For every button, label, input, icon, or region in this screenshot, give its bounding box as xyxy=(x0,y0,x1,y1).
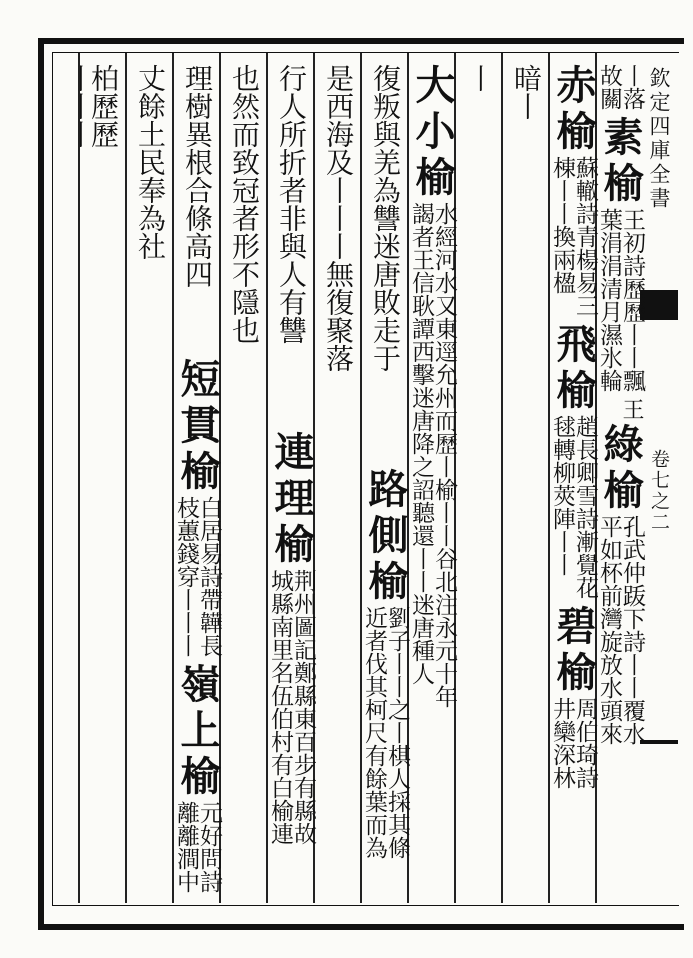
headword-glyph: 榆 xyxy=(597,469,644,509)
headword-glyph: 榆 xyxy=(597,162,644,202)
annotation-right: 元好問詩 xyxy=(196,801,222,893)
annotation-left: 枝蕙錢穿丨丨丨 xyxy=(173,496,199,657)
body-text: 理樹異根合條高四 xyxy=(181,64,214,288)
headword-glyph: 榆 xyxy=(409,156,456,196)
annotation-right: 王初詩歷歷丨丨飄 xyxy=(619,208,645,392)
annotation-left: 故關 xyxy=(596,64,622,110)
volume-label: 卷七之二 xyxy=(648,449,670,533)
annotation-left: 城縣南里名伍伯村有白榆連 xyxy=(267,569,293,845)
text-column xyxy=(221,60,265,900)
text-column xyxy=(127,60,171,900)
headword-glyph: 大 xyxy=(409,64,456,104)
headword-glyph: 短 xyxy=(174,358,221,398)
annotation-right: 荆州圖記鄭縣東百步有縣故 xyxy=(290,569,316,845)
body-text: 柏歷歷 xyxy=(87,64,120,148)
annotation-right: 水經河水又東逕允州而歷丨榆丨丨谷北注永元十年 xyxy=(431,202,457,708)
headword-glyph: 上 xyxy=(174,709,221,749)
text-column xyxy=(503,60,547,900)
text-column xyxy=(267,60,316,900)
body-text: 復叛與羌為讐迷唐敗走于 xyxy=(369,64,402,372)
headword-glyph: 路 xyxy=(362,467,409,508)
headword-glyph: 連 xyxy=(268,431,315,471)
text-column xyxy=(315,60,359,900)
annotation-left: 近者伐其柯尺有餘葉而為 xyxy=(361,605,387,859)
annotation-right: 蘇轍詩青楊易三 xyxy=(572,156,598,317)
headword-glyph: 榆 xyxy=(550,110,597,150)
margin-rule xyxy=(640,740,678,744)
annotation-right: 周伯琦詩 xyxy=(572,697,598,789)
book-title: 欽定四庫全書 xyxy=(647,67,671,211)
annotation-right: 孔武仲䟦下詩丨丨覆水 xyxy=(619,515,645,745)
headword-glyph: 貫 xyxy=(174,404,221,444)
text-column xyxy=(456,60,500,900)
headword-glyph: 綠 xyxy=(597,423,644,463)
body-text: 暗丨 xyxy=(510,64,543,120)
body-text: 也然而致冠者形不隱也 xyxy=(228,64,261,344)
headword-glyph: 理 xyxy=(268,477,315,517)
annotation-left: 井欒深林 xyxy=(549,697,575,789)
text-column xyxy=(596,60,645,900)
annotation-left: 毬轉柳莢陣丨丨 xyxy=(549,415,575,576)
fish-tail-mark xyxy=(640,290,678,320)
body-text: 丨丨丨 xyxy=(63,64,96,148)
annotation-left: 葉涓涓清月濕氷輪 xyxy=(596,208,622,392)
headword-glyph: 榆 xyxy=(550,651,597,691)
headword-glyph: 赤 xyxy=(550,64,597,104)
annotation-left: 平如杯前灣旋放水頭來 xyxy=(596,515,622,745)
body-text: 王 xyxy=(619,398,644,420)
body-text: 是西海及丨丨丨無復聚落 xyxy=(322,64,355,372)
headword-glyph: 碧 xyxy=(550,605,597,645)
body-text: 丨 xyxy=(463,64,496,92)
text-column xyxy=(361,60,410,900)
text-column xyxy=(56,60,96,900)
text-column xyxy=(408,60,457,900)
annotation-left: 棟丨丨換兩楹 xyxy=(549,156,575,294)
headword-glyph: 榆 xyxy=(550,369,597,409)
annotation-right: 劉子丨丨之丨棋人採其條 xyxy=(384,605,410,859)
annotation-right: 白居易詩帶韡長 xyxy=(196,496,222,657)
body-text: 丈餘土民奉為社 xyxy=(134,64,167,260)
headword-glyph: 側 xyxy=(362,513,409,554)
headword-glyph: 素 xyxy=(597,116,644,156)
headword-glyph: 小 xyxy=(409,110,456,150)
annotation-left: 謁者王信耿譚西擊迷唐降之詔聽還丨丨迷唐種人 xyxy=(408,202,434,685)
headword-glyph: 榆 xyxy=(268,523,315,563)
annotation-left: 離離澗中 xyxy=(173,801,199,893)
text-column xyxy=(80,60,124,900)
text-column xyxy=(173,60,222,900)
headword-glyph: 榆 xyxy=(174,755,221,795)
annotation-right: 趙長卿雪詩漸覺花 xyxy=(572,415,598,599)
headword-glyph: 榆 xyxy=(174,450,221,490)
annotation-right: 丨落 xyxy=(619,64,645,110)
headword-glyph: 飛 xyxy=(550,323,597,363)
headword-glyph: 榆 xyxy=(362,559,409,600)
headword-glyph: 嶺 xyxy=(174,663,221,703)
page-margin xyxy=(640,53,678,903)
body-text: 行人所折者非與人有讐 xyxy=(275,64,308,344)
text-column xyxy=(549,60,598,900)
